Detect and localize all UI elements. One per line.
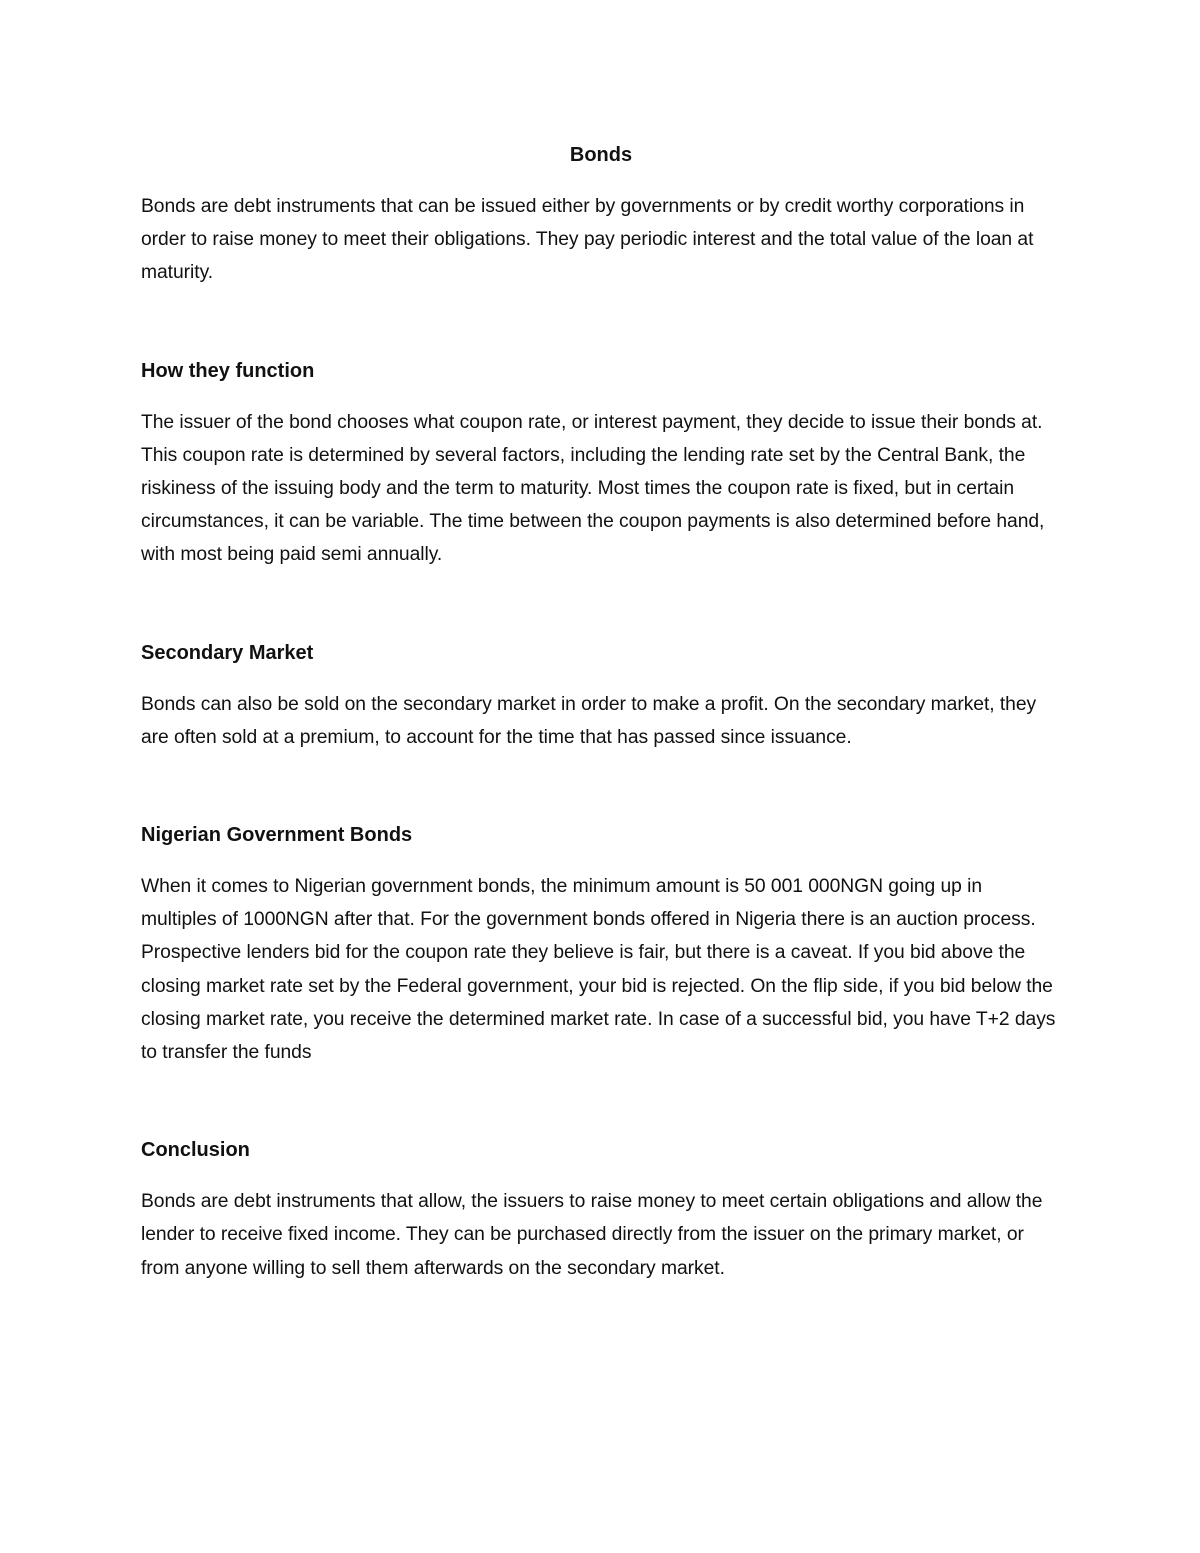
- section-nigerian-government-bonds: [141, 819, 1061, 1069]
- section-paragraph: When it comes to Nigerian government bonds, the minimum amount is 50 001 000NGN going up in multiples of 1000NGN after that. For the government bonds offered in Nigeria there is an auction process. Prospective lenders bid for the coupon rate they believe is fair, but there is a caveat. If you bid above the closing market rate set by the Federal government, your bid is rejected. On the flip side, if you bid below the closing market rate, you receive the determined market rate. In case of a successful bid, you have T+2 days to transfer the funds: [141, 876, 1056, 1064]
- section-paragraph: The issuer of the bond chooses what coupon rate, or interest payment, they decide to issue their bonds at. This coupon rate is determined by several factors, including the lending rate set by the Central Bank, the riskiness of the issuing body and the term to maturity. Most times the coupon rate is fixed, but in certain circumstances, it can be variable. The time between the coupon payments is also determined before hand, with most being paid semi annually.: [141, 411, 1045, 566]
- section-heading: Conclusion: [141, 1139, 250, 1162]
- section-how-they-function: [141, 355, 1061, 572]
- document-title: Bonds: [569, 144, 633, 166]
- section-paragraph: Bonds can also be sold on the secondary market in order to make a profit. On the secondary market, they are often sold at a premium, to account for the time that has passed since issuance.: [141, 693, 1037, 748]
- section-paragraph: Bonds are debt instruments that allow, the issuers to raise money to meet certain obligations and allow the lender to receive fixed income. They can be purchased directly from the issuer on the primary market, or from anyone willing to sell them afterwards on the secondary market.: [141, 1191, 1043, 1279]
- section-heading: How they function: [141, 359, 315, 382]
- document-body: [141, 139, 1061, 1285]
- section-heading: Nigerian Government Bonds: [141, 824, 413, 847]
- section-secondary-market: [141, 637, 1061, 754]
- intro-paragraph: Bonds are debt instruments that can be issued either by governments or by credit worthy corporations in order to raise money to meet their obligations. They pay periodic interest and the total value of the loan at maturity.: [141, 196, 1034, 284]
- section-heading: Secondary Market: [141, 641, 314, 664]
- section-conclusion: [141, 1134, 1061, 1285]
